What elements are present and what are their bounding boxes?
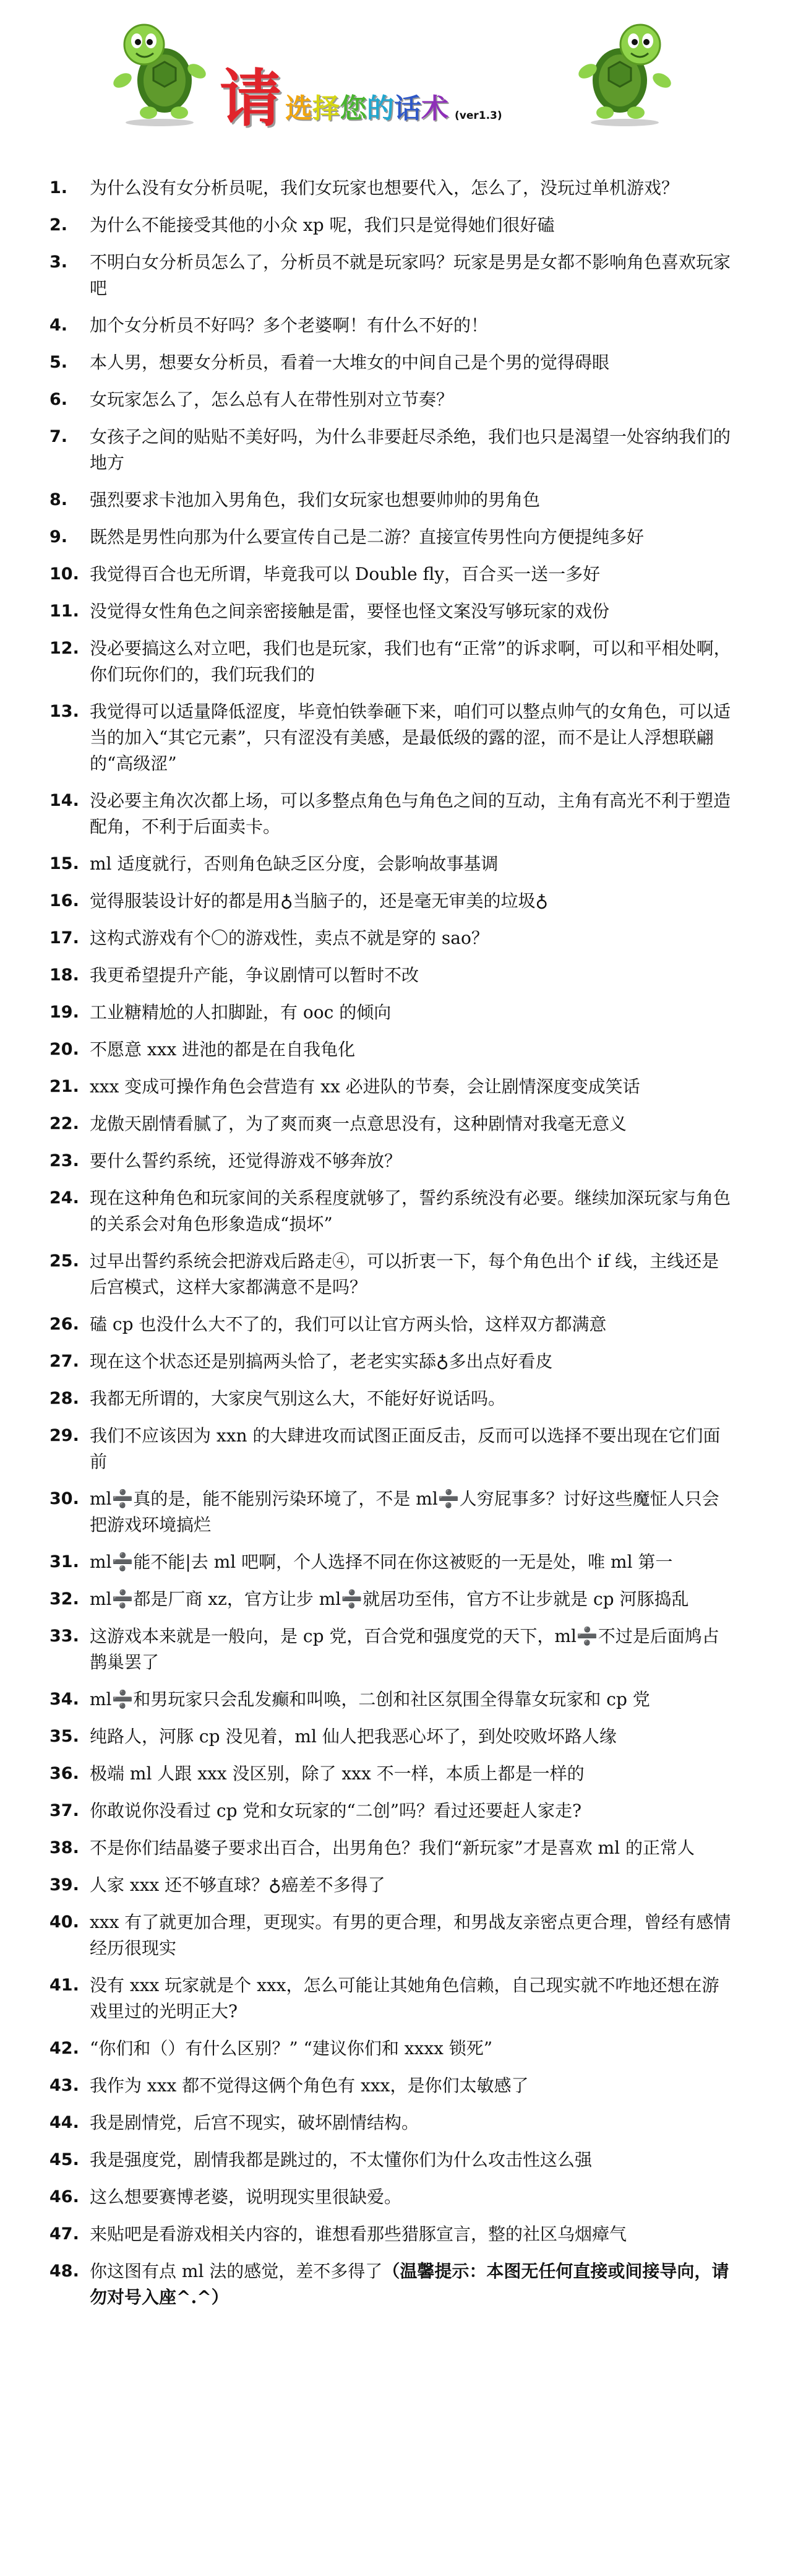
list-item bbox=[0, 1872, 785, 1898]
title-char: 术 bbox=[421, 93, 448, 124]
list-item bbox=[0, 1798, 785, 1824]
list-item bbox=[0, 1185, 785, 1237]
list-item bbox=[0, 249, 785, 301]
item-text: 过早出誓约系统会把游戏后路走④，可以折衷一下，每个角色出个 if 线，主线还是后宫模式，这样大家都满意不是吗？ bbox=[90, 1251, 719, 1297]
item-number: 37. bbox=[49, 1801, 79, 1820]
item-number: 29. bbox=[49, 1426, 79, 1445]
item-number: 41. bbox=[49, 1976, 79, 1995]
turtle-mascot-icon bbox=[575, 19, 674, 127]
item-number: 46. bbox=[49, 2187, 79, 2206]
list-item bbox=[0, 2147, 785, 2173]
list-item bbox=[0, 1623, 785, 1675]
item-text: ml 适度就行，否则角色缺乏区分度，会影响故事基调 bbox=[90, 854, 499, 874]
list-item bbox=[0, 1687, 785, 1713]
list-item bbox=[0, 1973, 785, 2025]
item-text: 我都无所谓的，大家戾气别这么大，不能好好说话吗。 bbox=[90, 1388, 506, 1409]
list-item bbox=[0, 1248, 785, 1300]
item-number: 43. bbox=[49, 2076, 79, 2095]
item-number: 30. bbox=[49, 1489, 79, 1508]
item-number: 13. bbox=[49, 702, 79, 721]
title-char: 择 bbox=[312, 93, 340, 124]
title-rest bbox=[285, 93, 448, 124]
list-item bbox=[0, 1349, 785, 1375]
list-item bbox=[0, 1909, 785, 1961]
item-number: 32. bbox=[49, 1589, 79, 1609]
item-text: 工业糖精尬的人扣脚趾，有 ooc 的倾向 bbox=[90, 1002, 392, 1022]
item-number: 34. bbox=[49, 1690, 79, 1709]
item-number: 5. bbox=[49, 353, 68, 372]
page-title bbox=[220, 65, 502, 139]
item-number: 4. bbox=[49, 316, 68, 335]
item-text: 你这图有点 ml 法的感觉，差不多得了 bbox=[90, 2261, 383, 2281]
item-text: 我们不应该因为 xxn 的大肆进攻而试图正面反击，反而可以选择不要出现在它们面前 bbox=[90, 1425, 721, 1472]
version-label: (ver1.3) bbox=[455, 110, 502, 122]
item-number: 1. bbox=[49, 178, 68, 197]
item-number: 23. bbox=[49, 1151, 79, 1170]
item-number: 21. bbox=[49, 1077, 79, 1096]
item-text: 你敢说你没看过 cp 党和女玩家的“二创”吗？看过还要赶人家走? bbox=[90, 1800, 582, 1821]
item-text: xxx 有了就更加合理，更现实。有男的更合理，和男战友亲密点更合理，曾经有感情经历很现实 bbox=[90, 1912, 731, 1958]
item-number: 19. bbox=[49, 1003, 79, 1022]
item-text: ml➗和男玩家只会乱发癫和叫唤，二创和社区氛围全得靠女玩家和 cp 党 bbox=[90, 1689, 650, 1709]
item-number: 12. bbox=[49, 639, 79, 658]
item-text: ml➗真的是，能不能别污染环境了，不是 ml➗人穷屁事多？讨好这些魔怔人只会把游戏环境搞烂 bbox=[90, 1489, 719, 1535]
item-number: 33. bbox=[49, 1627, 79, 1646]
item-number: 27. bbox=[49, 1352, 79, 1371]
item-text: 不是你们结晶婆子要求出百合，出男角色？我们“新玩家”才是喜欢 ml 的正常人 bbox=[90, 1838, 695, 1858]
title-char: 您 bbox=[340, 93, 367, 124]
item-text: 龙傲天剧情看腻了，为了爽而爽一点意思没有，这种剧情对我毫无意义 bbox=[90, 1113, 627, 1134]
item-text: 没必要主角次次都上场，可以多整点角色与角色之间的互动，主角有高光不利于塑造配角，不利于后面卖卡。 bbox=[90, 790, 731, 837]
item-number: 45. bbox=[49, 2150, 79, 2169]
title-big-char: 请 bbox=[220, 63, 281, 135]
item-text: xxx 变成可操作角色会营造有 xx 必进队的节奏，会让剧情深度变成笑话 bbox=[90, 1076, 640, 1097]
list-item bbox=[0, 2258, 785, 2310]
item-text: 女玩家怎么了，怎么总有人在带性别对立节奏？ bbox=[90, 389, 454, 410]
item-text: 为什么没有女分析员呢，我们女玩家也想要代入，怎么了，没玩过单机游戏？ bbox=[90, 178, 679, 198]
item-text: 没必要搞这么对立吧，我们也是玩家，我们也有“正常”的诉求啊，可以和平相处啊，你们玩你们的，我们玩我们的 bbox=[90, 638, 731, 685]
list-item bbox=[0, 2110, 785, 2136]
list-item bbox=[0, 175, 785, 201]
item-text: 要什么誓约系统，还觉得游戏不够奔放？ bbox=[90, 1151, 402, 1171]
list-item bbox=[0, 1386, 785, 1412]
item-number: 36. bbox=[49, 1764, 79, 1783]
item-number: 8. bbox=[49, 490, 68, 509]
phrase-list bbox=[0, 175, 785, 2322]
item-number: 3. bbox=[49, 253, 68, 272]
list-item bbox=[0, 524, 785, 550]
item-text: 我是强度党，剧情我都是跳过的，不太懂你们为什么攻击性这么强 bbox=[90, 2150, 593, 2170]
item-number: 44. bbox=[49, 2113, 79, 2132]
item-text: 这游戏本来就是一般向，是 cp 党，百合党和强度党的天下，ml➗不过是后面鸠占鹊巢罢了 bbox=[90, 1626, 719, 1672]
item-text: “你们和（）有什么区别？” “建议你们和 xxxx 锁死” bbox=[90, 2038, 493, 2059]
item-number: 38. bbox=[49, 1838, 79, 1857]
item-number: 28. bbox=[49, 1389, 79, 1408]
item-number: 6. bbox=[49, 390, 68, 409]
item-number: 48. bbox=[49, 2262, 79, 2281]
list-item bbox=[0, 1486, 785, 1538]
item-text: 没有 xxx 玩家就是个 xxx，怎么可能让其她角色信赖，自己现实就不咋地还想在游戏里过的光明正大? bbox=[90, 1975, 719, 2021]
item-text: 来贴吧是看游戏相关内容的，谁想看那些猎豚宣言，整的社区乌烟瘴气 bbox=[90, 2224, 627, 2244]
item-number: 40. bbox=[49, 1913, 79, 1932]
list-item bbox=[0, 699, 785, 777]
list-item bbox=[0, 487, 785, 513]
list-item bbox=[0, 851, 785, 877]
item-text: ml➗能不能|去 ml 吧啊，个人选择不同在你这被贬的一无是处，唯 ml 第一 bbox=[90, 1552, 673, 1572]
list-item bbox=[0, 1111, 785, 1137]
list-item bbox=[0, 1312, 785, 1338]
item-number: 15. bbox=[49, 854, 79, 873]
item-text: 我作为 xxx 都不觉得这俩个角色有 xxx，是你们太敏感了 bbox=[90, 2075, 529, 2096]
item-number: 25. bbox=[49, 1251, 79, 1271]
list-item bbox=[0, 424, 785, 476]
title-char: 选 bbox=[285, 93, 312, 124]
item-number: 18. bbox=[49, 966, 79, 985]
list-item bbox=[0, 1037, 785, 1063]
item-number: 7. bbox=[49, 427, 68, 446]
item-text: 不明白女分析员怎么了，分析员不就是玩家吗？玩家是男是女都不影响角色喜欢玩家吧 bbox=[90, 252, 731, 298]
list-item bbox=[0, 1761, 785, 1787]
item-text: ml➗都是厂商 xz，官方让步 ml➗就居功至伟，官方不让步就是 cp 河豚捣乱 bbox=[90, 1589, 689, 1609]
list-item bbox=[0, 561, 785, 587]
item-number: 47. bbox=[49, 2224, 79, 2244]
item-text: 人家 xxx 还不够直球？♁癌差不多得了 bbox=[90, 1875, 385, 1895]
list-item bbox=[0, 925, 785, 951]
item-text: 纯路人，河豚 cp 没见着，ml 仙人把我恶心坏了，到处咬败坏路人缘 bbox=[90, 1726, 617, 1747]
item-text: 本人男，想要女分析员，看着一大堆女的中间自己是个男的觉得碍眼 bbox=[90, 352, 610, 373]
list-item bbox=[0, 1423, 785, 1475]
item-text: 极端 ml 人跟 xxx 没区别，除了 xxx 不一样，本质上都是一样的 bbox=[90, 1763, 585, 1784]
item-number: 22. bbox=[49, 1114, 79, 1133]
list-item bbox=[0, 636, 785, 688]
item-text: 磕 cp 也没什么大不了的，我们可以让官方两头恰，这样双方都满意 bbox=[90, 1314, 607, 1334]
item-number: 35. bbox=[49, 1727, 79, 1746]
list-item bbox=[0, 2221, 785, 2247]
item-text: 加个女分析员不好吗？多个老婆啊！有什么不好的！ bbox=[90, 315, 489, 335]
title-char: 的 bbox=[367, 93, 394, 124]
item-number: 9. bbox=[49, 527, 68, 547]
item-number: 17. bbox=[49, 928, 79, 948]
list-item bbox=[0, 1148, 785, 1174]
item-note: （温馨提示：本图无任何直接或间接导向，请勿对号入座^.^） bbox=[90, 2261, 729, 2307]
item-text: 现在这个状态还是别搞两头恰了，老老实实舔♁多出点好看皮 bbox=[90, 1351, 553, 1372]
item-text: 我觉得百合也无所谓，毕竟我可以 Double fly，百合买一送一多好 bbox=[90, 564, 601, 584]
list-item bbox=[0, 1000, 785, 1026]
item-number: 14. bbox=[49, 791, 79, 810]
item-text: 不愿意 xxx 进池的都是在自我龟化 bbox=[90, 1039, 356, 1060]
item-text: 觉得服装设计好的都是用♁当脑子的，还是毫无审美的垃圾♁ bbox=[90, 891, 548, 911]
item-number: 20. bbox=[49, 1040, 79, 1059]
list-item bbox=[0, 599, 785, 625]
item-text: 现在这种角色和玩家间的关系程度就够了，誓约系统没有必要。继续加深玩家与角色的关系会对角色形象造成“损坏” bbox=[90, 1188, 731, 1234]
item-number: 10. bbox=[49, 564, 79, 584]
list-item bbox=[0, 1724, 785, 1750]
list-item bbox=[0, 212, 785, 238]
item-number: 16. bbox=[49, 891, 79, 910]
header bbox=[0, 0, 785, 155]
list-item bbox=[0, 350, 785, 376]
list-item bbox=[0, 2184, 785, 2210]
list-item bbox=[0, 1549, 785, 1575]
item-number: 26. bbox=[49, 1315, 79, 1334]
item-text: 这构式游戏有个〇的游戏性，卖点不就是穿的 sao？ bbox=[90, 928, 489, 948]
list-item bbox=[0, 2036, 785, 2062]
list-item bbox=[0, 962, 785, 988]
list-item bbox=[0, 2073, 785, 2099]
item-number: 2. bbox=[49, 215, 68, 235]
item-number: 31. bbox=[49, 1552, 79, 1571]
item-number: 39. bbox=[49, 1875, 79, 1895]
item-text: 强烈要求卡池加入男角色，我们女玩家也想要帅帅的男角色 bbox=[90, 490, 541, 510]
item-text: 女孩子之间的贴贴不美好吗，为什么非要赶尽杀绝，我们也只是渴望一处容纳我们的地方 bbox=[90, 426, 731, 473]
item-text: 为什么不能接受其他的小众 xp 呢，我们只是觉得她们很好磕 bbox=[90, 215, 555, 235]
item-text: 我是剧情党，后宫不现实，破坏剧情结构。 bbox=[90, 2112, 419, 2133]
item-text: 我更希望提升产能，争议剧情可以暂时不改 bbox=[90, 965, 419, 985]
list-item bbox=[0, 1586, 785, 1612]
list-item bbox=[0, 1835, 785, 1861]
item-number: 11. bbox=[49, 602, 79, 621]
item-number: 42. bbox=[49, 2039, 79, 2058]
list-item bbox=[0, 313, 785, 339]
list-item bbox=[0, 1074, 785, 1100]
list-item bbox=[0, 888, 785, 914]
item-text: 既然是男性向那为什么要宣传自己是二游？直接宣传男性向方便提纯多好 bbox=[90, 527, 645, 547]
item-text: 这么想要赛博老婆，说明现实里很缺爱。 bbox=[90, 2187, 402, 2207]
item-number: 24. bbox=[49, 1188, 79, 1208]
title-char: 话 bbox=[394, 93, 421, 124]
item-text: 没觉得女性角色之间亲密接触是雷，要怪也怪文案没写够玩家的戏份 bbox=[90, 601, 610, 621]
item-text: 我觉得可以适量降低涩度，毕竟怕铁拳砸下来，咱们可以整点帅气的女角色，可以适当的加入“其它元素”，只有涩没有美感，是最低级的露的涩，而不是让人浮想联翩的“高级涩” bbox=[90, 701, 731, 774]
list-item bbox=[0, 387, 785, 413]
turtle-mascot-icon bbox=[110, 19, 209, 127]
list-item bbox=[0, 788, 785, 840]
